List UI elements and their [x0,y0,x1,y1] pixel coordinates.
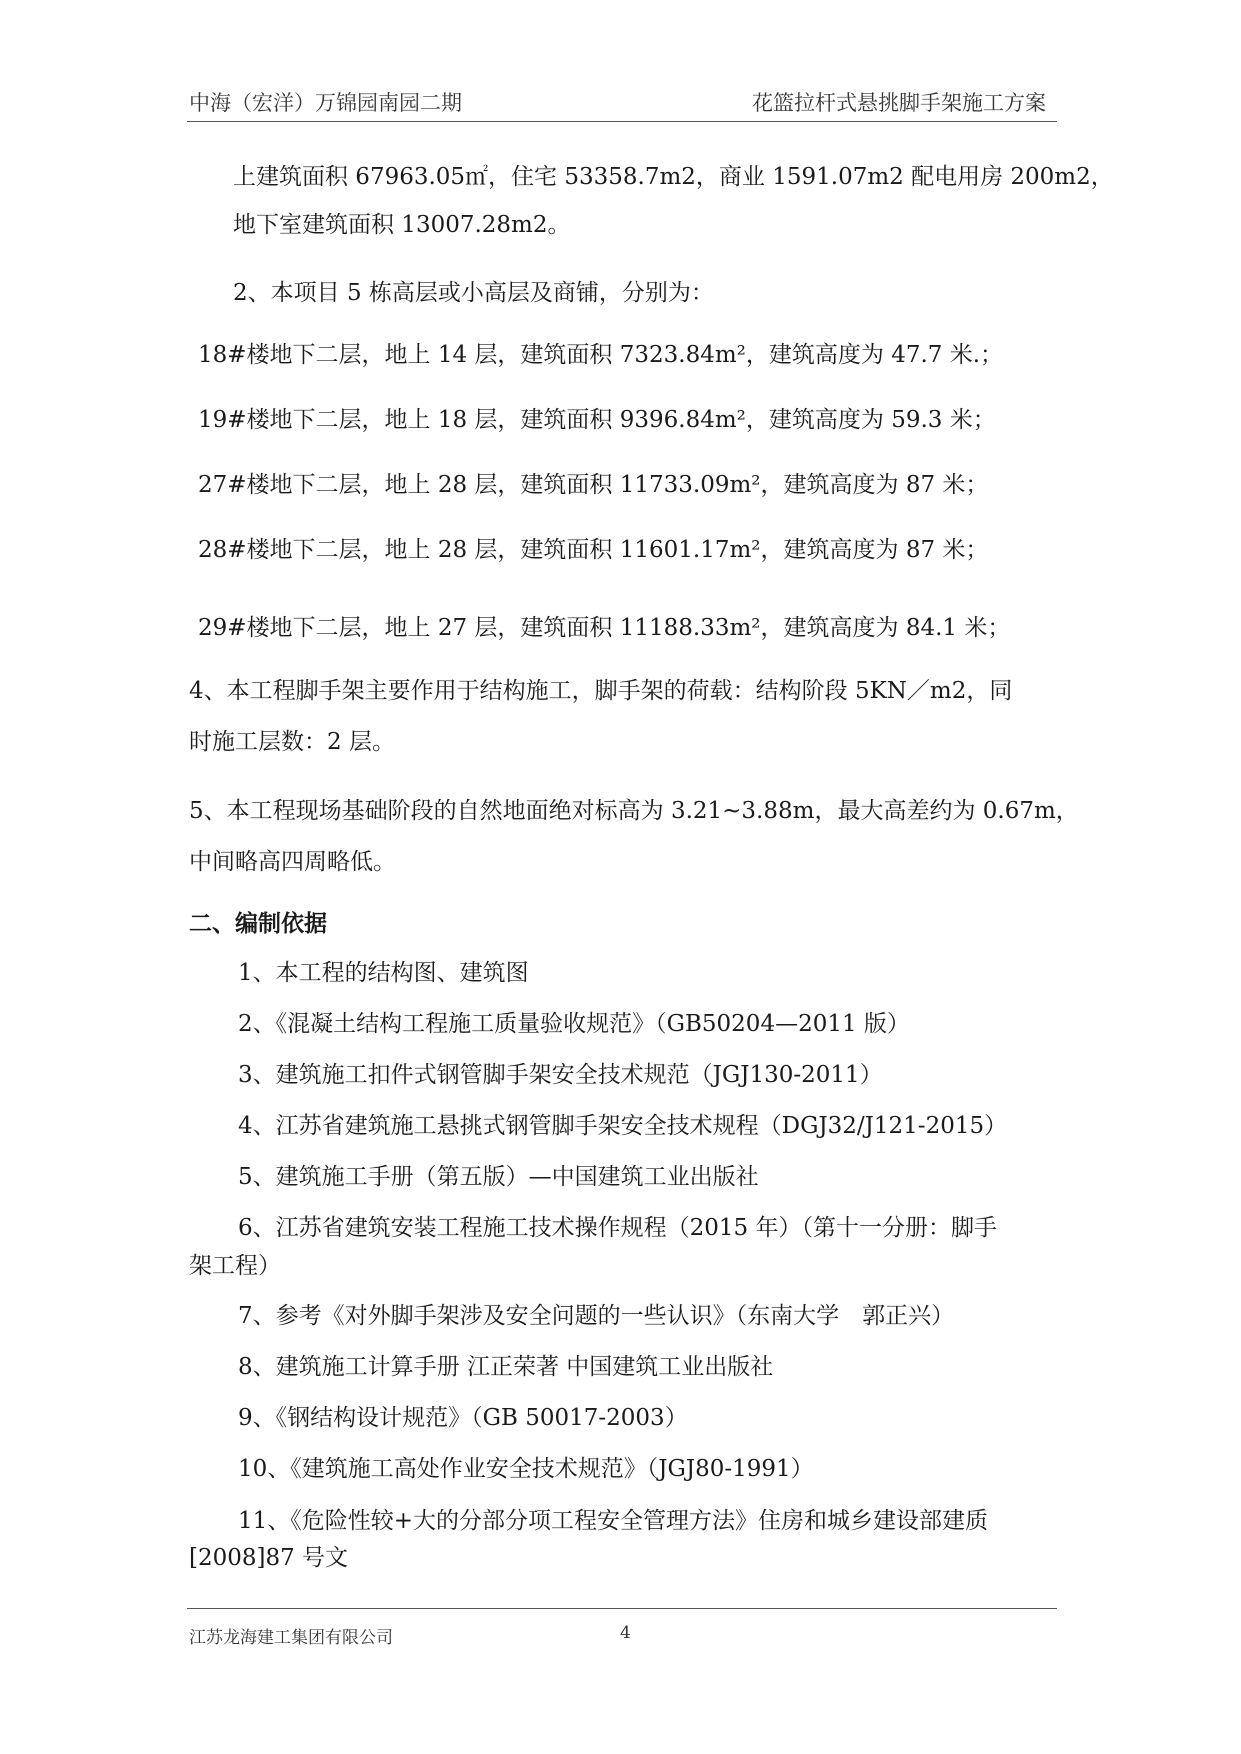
paragraph-4-line-1: 4、本工程脚手架主要作用于结构施工，脚手架的荷载：结构阶段 5KN／m2，同 [189,678,1013,704]
paragraph-5-line-1: 5、本工程现场基础阶段的自然地面绝对标高为 3.21~3.88m，最大高差约为 0.67m， [189,798,1079,824]
header-project-name: 中海（宏洋）万锦园南园二期 [189,91,462,115]
reference-7: 7、参考《对外脚手架涉及安全问题的一些认识》（东南大学 郭正兴） [238,1303,955,1329]
footer-company: 江苏龙海建工集团有限公司 [189,1628,393,1648]
reference-3: 3、建筑施工扣件式钢管脚手架安全技术规范（JGJ130-2011） [238,1062,883,1088]
building-19-info: 19#楼地下二层，地上 18 层，建筑面积 9396.84m²，建筑高度为 59.3 米； [198,407,996,433]
building-29-info: 29#楼地下二层，地上 27 层，建筑面积 11188.33m²，建筑高度为 84.1 米； [198,615,1011,641]
paragraph-5-line-2: 中间略高四周略低。 [189,849,396,875]
reference-5: 5、建筑施工手册（第五版）—中国建筑工业出版社 [238,1164,759,1190]
header-divider [187,121,1057,122]
page-number: 4 [620,1623,631,1643]
reference-9: 9、《钢结构设计规范》（GB 50017-2003） [238,1405,688,1431]
reference-2: 2、《混凝土结构工程施工质量验收规范》（GB50204—2011 版） [238,1011,910,1037]
reference-8: 8、建筑施工计算手册 江正荣著 中国建筑工业出版社 [238,1354,774,1380]
building-27-info: 27#楼地下二层，地上 28 层，建筑面积 11733.09m²，建筑高度为 87 米； [198,472,989,498]
footer-divider [187,1608,1057,1609]
reference-11-line-1: 11、《危险性较+大的分部分项工程安全管理方法》住房和城乡建设部建质 [238,1508,989,1534]
reference-10: 10、《建筑施工高处作业安全技术规范》（JGJ80-1991） [238,1456,814,1482]
paragraph-2: 2、本项目 5 栋高层或小高层及商铺，分别为： [233,280,714,306]
reference-6-line-1: 6、江苏省建筑安装工程施工技术操作规程（2015 年）（第十一分册：脚手 [238,1215,997,1241]
paragraph-1-line-2: 地下室建筑面积 13007.28m2。 [233,212,571,238]
reference-6-line-2: 架工程） [189,1253,281,1279]
header-document-title: 花篮拉杆式悬挑脚手架施工方案 [752,91,1046,115]
paragraph-4-line-2: 时施工层数：2 层。 [189,729,395,755]
paragraph-1-line-1: 上建筑面积 67963.05㎡，住宅 53358.7m2，商业 1591.07m2 配电用房 200m2， [233,164,1114,190]
building-18-info: 18#楼地下二层，地上 14 层，建筑面积 7323.84m²，建筑高度为 47.7 米.； [198,342,1004,368]
reference-1: 1、本工程的结构图、建筑图 [238,960,529,986]
building-28-info: 28#楼地下二层，地上 28 层，建筑面积 11601.17m²，建筑高度为 87 米； [198,537,989,563]
section-2-heading: 二、编制依据 [189,910,327,937]
reference-11-line-2: [2008]87 号文 [189,1545,349,1571]
reference-4: 4、江苏省建筑施工悬挑式钢管脚手架安全技术规程（DGJ32/J121-2015） [238,1113,1008,1139]
